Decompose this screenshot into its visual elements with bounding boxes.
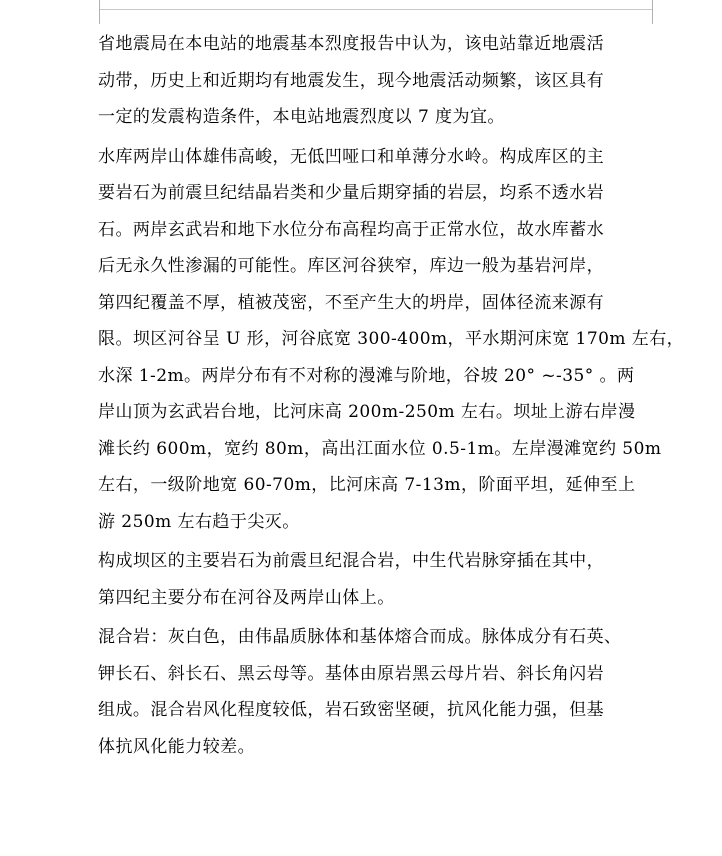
text-line: 游 250m 左右趋于尖灭。 — [98, 511, 300, 532]
right-corner-mark — [652, 0, 653, 24]
paragraph-seismic[interactable] — [98, 26, 658, 136]
text-line: 一定的发震构造条件，本电站地震烈度以 7 度为宜。 — [98, 107, 505, 127]
text-line: 第四纪覆盖不厚，植被茂密，不至产生大的坍岸，固体径流来源有 — [98, 292, 605, 313]
text-line: 滩长约 600m，宽约 80m，高出江面水位 0.5-1m。左岸漫滩宽约 50m — [98, 438, 662, 459]
text-line: 体抗风化能力较差。 — [98, 736, 256, 757]
text-line: 限。坝区河谷呈 U 形，河谷底宽 300-400m，平水期河床宽 170m 左右， — [98, 329, 685, 349]
document-body — [98, 26, 685, 768]
text-line: 左右，一级阶地宽 60-70m，比河床高 7-13m，阶面平坦，延伸至上 — [98, 475, 636, 495]
text-line: 岸山顶为玄武岩台地，比河床高 200m-250m 左右。坝址上游右岸漫 — [98, 402, 636, 422]
paragraph-reservoir[interactable] — [98, 139, 685, 541]
text-line: 水库两岸山体雄伟高峻，无低凹哑口和单薄分水岭。构成库区的主 — [98, 146, 605, 167]
text-line: 石。两岸玄武岩和地下水位分布高程均高于正常水位，故水库蓄水 — [98, 219, 605, 240]
paragraph-dam-rock[interactable] — [98, 543, 658, 616]
text-line: 钾长石、斜长石、黑云母等。基体由原岩黑云母片岩、斜长角闪岩 — [98, 663, 605, 684]
text-line: 混合岩：灰白色，由伟晶质脉体和基体熔合而成。脉体成分有石英、 — [98, 627, 622, 647]
page-top-border — [99, 9, 653, 10]
text-line: 动带，历史上和近期均有地震发生，现今地震活动频繁，该区具有 — [98, 70, 605, 91]
paragraph-migmatite[interactable] — [98, 619, 658, 765]
left-corner-mark — [99, 0, 100, 24]
text-line: 构成坝区的主要岩石为前震旦纪混合岩，中生代岩脉穿插在其中， — [98, 551, 605, 571]
text-line: 水深 1-2m。两岸分布有不对称的漫滩与阶地，谷坡 20° ~-35° 。两 — [98, 365, 635, 386]
text-line: 后无永久性渗漏的可能性。库区河谷狭窄，库边一般为基岩河岸， — [98, 256, 605, 276]
text-line: 省地震局在本电站的地震基本烈度报告中认为，该电站靠近地震活 — [98, 34, 605, 54]
text-line: 要岩石为前震旦纪结晶岩类和少量后期穿插的岩层，均系不透水岩 — [98, 183, 605, 203]
text-line: 组成。混合岩风化程度较低，岩石致密坚硬，抗风化能力强，但基 — [98, 700, 605, 720]
text-line: 第四纪主要分布在河谷及两岸山体上。 — [98, 587, 395, 608]
